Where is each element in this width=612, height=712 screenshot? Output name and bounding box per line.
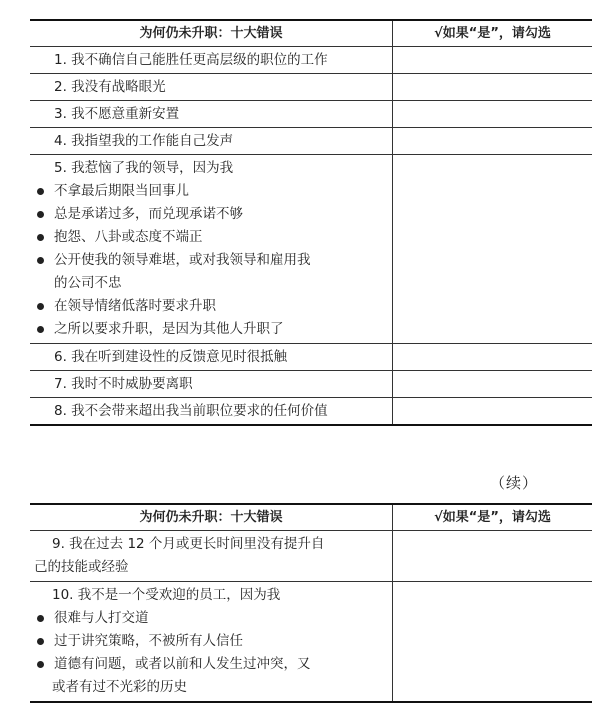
list-item: 很难与人打交道 [36,607,392,630]
bullet-icon [36,180,54,203]
header-check: √如果“是”，请勾选 [434,510,551,525]
list-item: 抱怨、八卦或态度不端正 [36,226,392,249]
list-item: 不拿最后期限当回事儿 [36,180,392,203]
row-10-title: 10. 我不是一个受欢迎的员工，因为我 [52,587,281,603]
bullet-icon [36,607,54,630]
table-row [30,155,592,344]
row-10-cell [30,582,393,701]
row-6-checkbox-cell[interactable] [393,344,592,370]
row-4-text: 4. 我指望我的工作能自己发声 [30,128,393,154]
row-1-checkbox-cell[interactable] [393,47,592,73]
row-4-checkbox-cell[interactable] [393,128,592,154]
table-row [30,101,592,128]
table-row [30,398,592,424]
list-item: 在领导情绪低落时要求升职 [36,295,392,318]
row-8-text: 8. 我不会带来超出我当前职位要求的任何价值 [30,398,393,424]
list-item: 公开使我的领导难堪，或对我领导和雇用我 [36,249,392,272]
header-mistakes: 为何仍未升职：十大错误 [30,505,393,530]
table-row [30,47,592,74]
row-3-checkbox-cell[interactable] [393,101,592,127]
bullet-icon [36,630,54,653]
table-row [30,128,592,155]
header-mistakes: 为何仍未升职：十大错误 [30,21,393,46]
table-header-row [30,21,592,47]
table-row [30,371,592,398]
row-2-text: 2. 我没有战略眼光 [30,74,393,100]
list-item-continuation: 的公司不忠 [54,275,122,291]
table-row [30,582,592,701]
list-item: 之所以要求升职，是因为其他人升职了 [36,318,392,341]
list-item: 过于讲究策略，不被所有人信任 [36,630,392,653]
table-row [30,344,592,371]
table-header-row [30,505,592,531]
mistakes-table-2 [30,503,592,703]
bullet-icon [36,318,54,341]
row-6-text: 6. 我在听到建设性的反馈意见时很抵触 [30,344,393,370]
row-5-cell [30,155,393,343]
mistakes-table-1 [30,19,592,426]
row-3-text: 3. 我不愿意重新安置 [30,101,393,127]
row-10-checkbox-cell[interactable] [393,582,592,701]
row-8-checkbox-cell[interactable] [393,398,592,424]
row-9-line-1: 9. 我在过去 12 个月或更长时间里没有提升自 [52,536,325,552]
list-item: 总是承诺过多，而兑现承诺不够 [36,203,392,226]
row-7-text: 7. 我时不时威胁要离职 [30,371,393,397]
row-2-checkbox-cell[interactable] [393,74,592,100]
row-7-checkbox-cell[interactable] [393,371,592,397]
row-9-checkbox-cell[interactable] [393,531,592,581]
table-row [30,74,592,101]
row-9-cell [30,531,393,581]
row-1-text: 1. 我不确信自己能胜任更高层级的职位的工作 [30,47,393,73]
row-5-checkbox-cell[interactable] [393,155,592,343]
bullet-icon [36,295,54,318]
table-row [30,531,592,582]
list-item-continuation: 或者有过不光彩的历史 [52,679,187,695]
row-5-title: 5. 我惹恼了我的领导，因为我 [54,160,234,176]
bullet-icon [36,226,54,249]
bullet-icon [36,249,54,272]
bullet-icon [36,203,54,226]
list-item: 道德有问题，或者以前和人发生过冲突，又 [36,653,392,676]
row-9-line-2: 己的技能或经验 [34,559,129,575]
bullet-icon [36,653,54,676]
header-check: √如果“是”，请勾选 [434,26,551,41]
continued-label: （续） [490,474,539,492]
